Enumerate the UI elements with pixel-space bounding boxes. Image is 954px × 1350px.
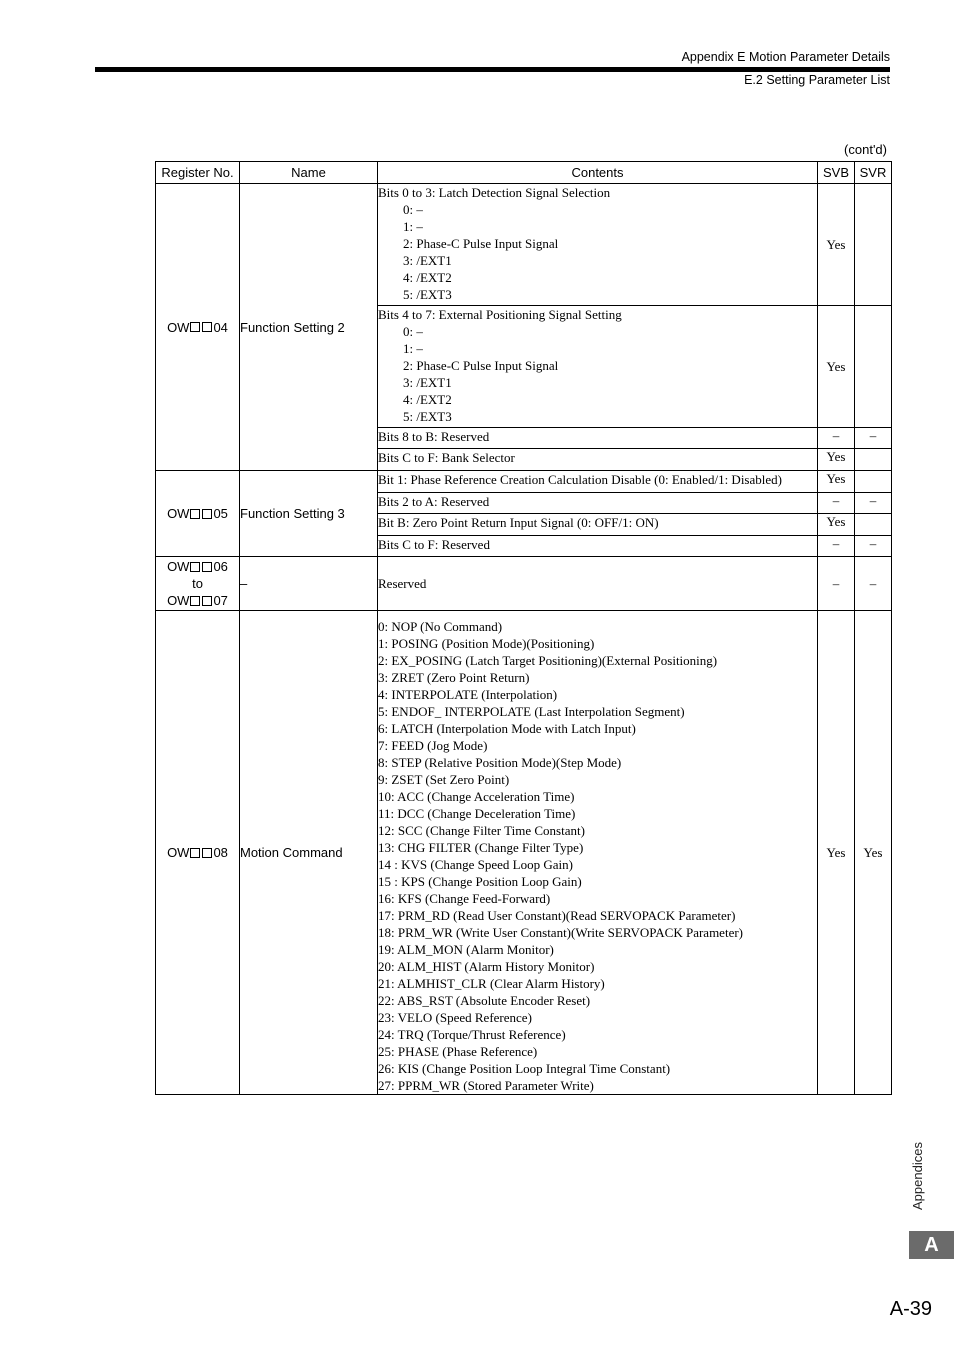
svr-cell: –: [855, 536, 892, 557]
header-svb: SVB: [818, 162, 855, 184]
svr-cell: –: [855, 557, 892, 611]
table-row: [156, 611, 892, 1095]
svr-cell: [855, 184, 892, 306]
list-item: 3: /EXT1: [403, 253, 452, 268]
list-item: 9: ZSET (Set Zero Point): [378, 772, 510, 787]
contents-cell: Bits C to F: Bank Selector: [378, 449, 818, 471]
reg-prefix: OW: [167, 319, 190, 335]
list-item: 13: CHG FILTER (Change Filter Type): [378, 840, 584, 855]
list-item: 19: ALM_MON (Alarm Monitor): [378, 942, 554, 957]
svb-cell: Yes: [818, 184, 855, 306]
list-item: 0: –: [403, 202, 423, 217]
svr-cell: [855, 471, 892, 493]
list-item: 21: ALMHIST_CLR (Clear Alarm History): [378, 976, 605, 991]
reg-prefix: OW: [167, 845, 190, 860]
svr-cell: [855, 514, 892, 536]
list-item: 1: –: [403, 219, 423, 234]
list-item: 23: VELO (Speed Reference): [378, 1010, 532, 1025]
svr-cell: –: [855, 428, 892, 449]
register-cell: [156, 557, 240, 611]
reg-suffix: 05: [213, 506, 228, 521]
list-item: 14 : KVS (Change Speed Loop Gain): [378, 857, 573, 872]
continued-label: (cont'd): [844, 142, 887, 157]
placeholder-square-icon: [190, 509, 200, 519]
list-item: 26: KIS (Change Position Loop Integral Time Constant): [378, 1061, 671, 1076]
section-header: E.2 Setting Parameter List: [744, 73, 890, 87]
reg-prefix: OW: [167, 506, 190, 521]
svb-cell: Yes: [818, 611, 855, 1095]
contents-cell: Bits 2 to A: Reserved: [378, 493, 818, 514]
reg-prefix: OW: [167, 559, 190, 574]
list-item: 3: /EXT1: [403, 375, 452, 390]
register-to-label: to: [192, 576, 203, 591]
list-item: 24: TRQ (Torque/Thrust Reference): [378, 1027, 566, 1042]
svb-cell: –: [818, 428, 855, 449]
reg-prefix: OW: [167, 593, 190, 608]
list-item: 7: FEED (Jog Mode): [378, 738, 488, 753]
contents-title: Bits 0 to 3: Latch Detection Signal Selection: [378, 185, 611, 200]
contents-title: Bits 4 to 7: External Positioning Signal Setting: [378, 307, 622, 322]
placeholder-square-icon: [190, 596, 200, 606]
list-item: 1: POSING (Position Mode)(Positioning): [378, 636, 595, 651]
contents-cell: [378, 306, 818, 428]
list-item: 12: SCC (Change Filter Time Constant): [378, 823, 585, 838]
list-item: 5: /EXT3: [403, 409, 452, 424]
reg-suffix: 04: [213, 319, 228, 335]
name-cell: Motion Command: [240, 611, 378, 1095]
contents-cell: Bit 1: Phase Reference Creation Calculation Disable (0: Enabled/1: Disabled): [378, 471, 818, 493]
name-cell: Function Setting 2: [240, 184, 378, 471]
list-item: 25: PHASE (Phase Reference): [378, 1044, 538, 1059]
contents-cell: [378, 184, 818, 306]
svr-cell: [855, 306, 892, 428]
svr-cell: –: [855, 493, 892, 514]
table-row: [156, 557, 892, 611]
list-item: 1: –: [403, 341, 423, 356]
list-item: 27: PPRM_WR (Stored Parameter Write): [378, 1078, 594, 1093]
list-item: 22: ABS_RST (Absolute Encoder Reset): [378, 993, 591, 1008]
header-svr: SVR: [855, 162, 892, 184]
placeholder-square-icon: [202, 596, 212, 606]
reg-suffix: 07: [213, 593, 228, 608]
list-item: 0: –: [403, 324, 423, 339]
svb-cell: –: [818, 557, 855, 611]
header-register: Register No.: [156, 162, 240, 184]
list-item: 18: PRM_WR (Write User Constant)(Write SERVOPACK Parameter): [378, 925, 743, 940]
list-item: 6: LATCH (Interpolation Mode with Latch Input): [378, 721, 636, 736]
parameter-table: [155, 161, 892, 1095]
register-cell: [156, 611, 240, 1095]
register-from: [156, 558, 239, 575]
contents-cell: Bits C to F: Reserved: [378, 536, 818, 557]
placeholder-square-icon: [202, 848, 212, 858]
list-item: 2: EX_POSING (Latch Target Positioning)(External Positioning): [378, 653, 718, 668]
chapter-header: Appendix E Motion Parameter Details: [681, 50, 890, 64]
contents-cell: Bit B: Zero Point Return Input Signal (0: OFF/1: ON): [378, 514, 818, 536]
reg-suffix: 08: [213, 845, 228, 860]
header-contents: Contents: [378, 162, 818, 184]
placeholder-square-icon: [202, 322, 212, 332]
contents-cell: Reserved: [378, 557, 818, 611]
placeholder-square-icon: [202, 509, 212, 519]
list-item: 4: /EXT2: [403, 392, 452, 407]
reg-suffix: 06: [213, 559, 228, 574]
svb-cell: Yes: [818, 471, 855, 493]
list-item: 17: PRM_RD (Read User Constant)(Read SERVOPACK Parameter): [378, 908, 736, 923]
header-rule: [95, 67, 890, 72]
list-item: 4: INTERPOLATE (Interpolation): [378, 687, 558, 702]
table-row: [156, 184, 892, 306]
svb-cell: Yes: [818, 449, 855, 471]
svb-cell: Yes: [818, 514, 855, 536]
svb-cell: –: [818, 536, 855, 557]
list-item: 3: ZRET (Zero Point Return): [378, 670, 530, 685]
list-item: 0: NOP (No Command): [378, 619, 503, 634]
page-number: A-39: [889, 1298, 932, 1320]
svr-cell: Yes: [855, 611, 892, 1095]
side-section-label: Appendices: [910, 1142, 925, 1210]
contents-cell: Bits 8 to B: Reserved: [378, 428, 818, 449]
list-item: 11: DCC (Change Deceleration Time): [378, 806, 576, 821]
list-item: 2: Phase-C Pulse Input Signal: [403, 358, 559, 373]
svb-cell: –: [818, 493, 855, 514]
header-name: Name: [240, 162, 378, 184]
contents-cell: [378, 611, 818, 1095]
appendix-tab: A: [909, 1231, 954, 1259]
placeholder-square-icon: [202, 562, 212, 572]
svb-cell: Yes: [818, 306, 855, 428]
svr-cell: [855, 449, 892, 471]
placeholder-square-icon: [190, 848, 200, 858]
placeholder-square-icon: [190, 322, 200, 332]
list-item: 2: Phase-C Pulse Input Signal: [403, 236, 559, 251]
name-cell: –: [240, 557, 378, 611]
placeholder-square-icon: [190, 562, 200, 572]
list-item: 15 : KPS (Change Position Loop Gain): [378, 874, 582, 889]
name-cell: Function Setting 3: [240, 471, 378, 557]
list-item: 5: /EXT3: [403, 287, 452, 302]
register-to: [156, 592, 239, 609]
list-item: 4: /EXT2: [403, 270, 452, 285]
table-row: [156, 471, 892, 493]
list-item: 5: ENDOF_ INTERPOLATE (Last Interpolation Segment): [378, 704, 685, 719]
register-cell: [156, 471, 240, 557]
table-header-row: [156, 162, 892, 184]
list-item: 10: ACC (Change Acceleration Time): [378, 789, 575, 804]
register-cell: [156, 184, 240, 471]
list-item: 16: KFS (Change Feed-Forward): [378, 891, 551, 906]
list-item: 8: STEP (Relative Position Mode)(Step Mode): [378, 755, 622, 770]
list-item: 20: ALM_HIST (Alarm History Monitor): [378, 959, 595, 974]
